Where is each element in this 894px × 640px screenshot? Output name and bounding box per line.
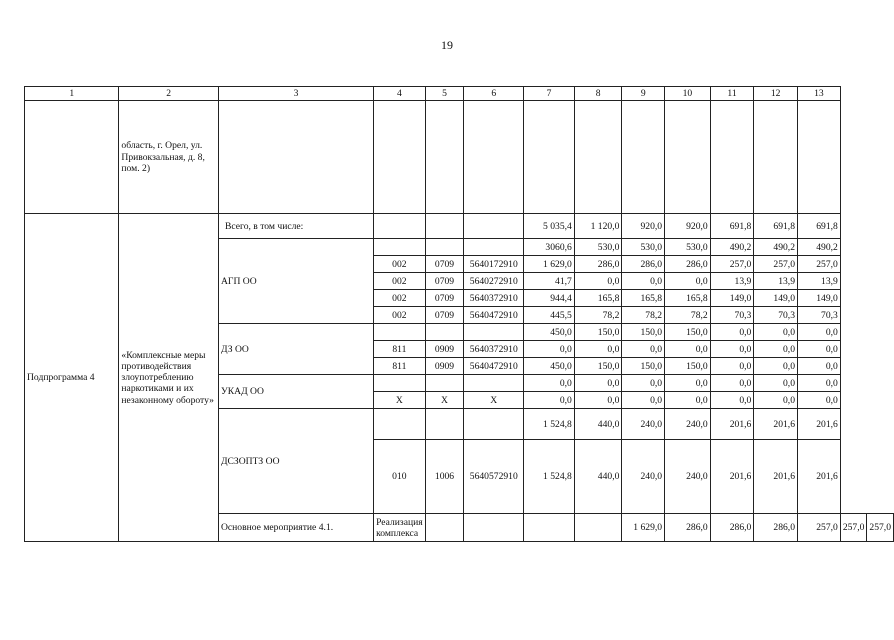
empty-cell: [425, 514, 464, 542]
value-cell: 70,3: [798, 307, 841, 324]
value-cell: 165,8: [574, 290, 622, 307]
value-cell: 257,0: [798, 256, 841, 273]
value-cell: 691,8: [798, 214, 841, 239]
address-text: область, г. Орел, ул. Привокзальная, д. 8, пом. 2): [119, 101, 219, 214]
value-cell: 149,0: [754, 290, 798, 307]
subprogram-total-row: [25, 214, 894, 239]
value-cell: 257,0: [798, 514, 841, 542]
col-header: 6: [464, 87, 524, 101]
empty-cell: [374, 324, 426, 341]
target-code: X: [464, 392, 524, 409]
col-header: 8: [574, 87, 622, 101]
value-cell: 490,2: [710, 239, 754, 256]
empty-cell: [425, 375, 464, 392]
empty-cell: [464, 514, 524, 542]
main-event-description: Реализация комплекса: [374, 514, 426, 542]
empty-cell: [25, 101, 119, 214]
value-cell: 240,0: [665, 440, 711, 514]
value-cell: 0,0: [574, 375, 622, 392]
value-cell: 3060,6: [524, 239, 575, 256]
value-cell: 0,0: [665, 375, 711, 392]
value-cell: 165,8: [622, 290, 665, 307]
value-cell: 201,6: [754, 409, 798, 440]
empty-cell: [374, 409, 426, 440]
value-cell: 149,0: [798, 290, 841, 307]
value-cell: 0,0: [622, 375, 665, 392]
empty-cell: [425, 409, 464, 440]
empty-cell: [574, 514, 622, 542]
value-cell: 150,0: [574, 324, 622, 341]
total-label: Всего, в том числе:: [218, 214, 373, 239]
empty-cell: [374, 375, 426, 392]
value-cell: 150,0: [665, 358, 711, 375]
value-cell: 257,0: [710, 256, 754, 273]
value-cell: 0,0: [710, 375, 754, 392]
col-header: 2: [119, 87, 219, 101]
value-cell: 0,0: [798, 324, 841, 341]
section-code: 0709: [425, 307, 464, 324]
section-code: 0909: [425, 341, 464, 358]
value-cell: 70,3: [754, 307, 798, 324]
value-cell: 944,4: [524, 290, 575, 307]
value-cell: 0,0: [574, 273, 622, 290]
value-cell: 0,0: [798, 341, 841, 358]
value-cell: 440,0: [574, 409, 622, 440]
executor-ukad-label: УКАД ОО: [218, 375, 373, 409]
value-cell: 0,0: [665, 392, 711, 409]
value-cell: 286,0: [574, 256, 622, 273]
value-cell: 0,0: [665, 341, 711, 358]
value-cell: 0,0: [524, 341, 575, 358]
empty-cell: [464, 409, 524, 440]
value-cell: 0,0: [798, 375, 841, 392]
value-cell: 490,2: [754, 239, 798, 256]
value-cell: 530,0: [665, 239, 711, 256]
col-header: 3: [218, 87, 373, 101]
empty-cell: [464, 239, 524, 256]
value-cell: 0,0: [622, 273, 665, 290]
col-header: 9: [622, 87, 665, 101]
value-cell: 920,0: [622, 214, 665, 239]
value-cell: 201,6: [710, 440, 754, 514]
value-cell: 286,0: [710, 514, 754, 542]
value-cell: 530,0: [622, 239, 665, 256]
value-cell: 257,0: [867, 514, 894, 542]
value-cell: 0,0: [524, 375, 575, 392]
target-code: 5640272910: [464, 273, 524, 290]
value-cell: 165,8: [665, 290, 711, 307]
col-header: 7: [524, 87, 575, 101]
value-cell: 5 035,4: [524, 214, 575, 239]
value-cell: 201,6: [754, 440, 798, 514]
page-number: 19: [441, 38, 453, 52]
value-cell: 41,7: [524, 273, 575, 290]
admin-code: 002: [374, 307, 426, 324]
value-cell: 0,0: [622, 341, 665, 358]
value-cell: 691,8: [710, 214, 754, 239]
main-event-title: Основное мероприятие 4.1.: [218, 514, 373, 542]
value-cell: 257,0: [840, 514, 867, 542]
col-header: 4: [374, 87, 426, 101]
value-cell: 530,0: [574, 239, 622, 256]
value-cell: 201,6: [798, 409, 841, 440]
empty-cell: [464, 375, 524, 392]
value-cell: 0,0: [710, 392, 754, 409]
empty-cell: [464, 324, 524, 341]
target-code: 5640172910: [464, 256, 524, 273]
value-cell: 490,2: [798, 239, 841, 256]
value-cell: 445,5: [524, 307, 575, 324]
value-cell: 0,0: [798, 392, 841, 409]
col-header: 10: [665, 87, 711, 101]
admin-code: 010: [374, 440, 426, 514]
value-cell: 240,0: [665, 409, 711, 440]
target-code: 5640372910: [464, 290, 524, 307]
admin-code: 811: [374, 341, 426, 358]
value-cell: 0,0: [665, 273, 711, 290]
col-header: 13: [798, 87, 841, 101]
admin-code: 002: [374, 290, 426, 307]
target-code: 5640472910: [464, 307, 524, 324]
column-number-row: [25, 87, 894, 101]
value-cell: 920,0: [665, 214, 711, 239]
value-cell: 450,0: [524, 358, 575, 375]
value-cell: 0,0: [754, 375, 798, 392]
section-code: 1006: [425, 440, 464, 514]
target-code: 5640472910: [464, 358, 524, 375]
value-cell: 286,0: [622, 256, 665, 273]
subprogram-title: Подпрограмма 4: [25, 214, 119, 542]
value-cell: 70,3: [710, 307, 754, 324]
value-cell: 13,9: [754, 273, 798, 290]
value-cell: 240,0: [622, 409, 665, 440]
target-code: 5640372910: [464, 341, 524, 358]
value-cell: 286,0: [665, 514, 711, 542]
value-cell: 0,0: [574, 392, 622, 409]
value-cell: 201,6: [798, 440, 841, 514]
admin-code: X: [374, 392, 426, 409]
section-code: 0909: [425, 358, 464, 375]
value-cell: 149,0: [710, 290, 754, 307]
value-cell: 78,2: [574, 307, 622, 324]
value-cell: 1 524,8: [524, 440, 575, 514]
col-header: 12: [754, 87, 798, 101]
value-cell: 440,0: [574, 440, 622, 514]
value-cell: 78,2: [622, 307, 665, 324]
section-code: 0709: [425, 256, 464, 273]
section-code: X: [425, 392, 464, 409]
value-cell: 0,0: [524, 392, 575, 409]
executor-dszoptz-label: ДСЗОПТЗ ОО: [218, 409, 373, 514]
subprogram-description: «Комплексные меры противодействия злоупотреблению наркотиками и их незаконному обороту»: [119, 214, 219, 542]
target-code: 5640572910: [464, 440, 524, 514]
value-cell: 0,0: [754, 392, 798, 409]
empty-cell: [524, 514, 575, 542]
budget-table: [24, 86, 894, 542]
admin-code: 811: [374, 358, 426, 375]
value-cell: 78,2: [665, 307, 711, 324]
executor-dz-label: ДЗ ОО: [218, 324, 373, 375]
executor-agp-label: АГП ОО: [218, 239, 373, 324]
value-cell: 257,0: [754, 256, 798, 273]
value-cell: 201,6: [710, 409, 754, 440]
section-code: 0709: [425, 273, 464, 290]
value-cell: 691,8: [754, 214, 798, 239]
value-cell: 13,9: [710, 273, 754, 290]
value-cell: 0,0: [754, 324, 798, 341]
value-cell: 13,9: [798, 273, 841, 290]
value-cell: 1 120,0: [574, 214, 622, 239]
value-cell: 240,0: [622, 440, 665, 514]
empty-cell: [425, 324, 464, 341]
value-cell: 0,0: [798, 358, 841, 375]
col-header: 5: [425, 87, 464, 101]
address-row: [25, 101, 894, 214]
value-cell: 1 629,0: [622, 514, 665, 542]
value-cell: 286,0: [754, 514, 798, 542]
empty-cell: [425, 239, 464, 256]
value-cell: 150,0: [622, 324, 665, 341]
value-cell: 0,0: [710, 324, 754, 341]
value-cell: 0,0: [574, 341, 622, 358]
value-cell: 150,0: [622, 358, 665, 375]
value-cell: 0,0: [710, 358, 754, 375]
admin-code: 002: [374, 273, 426, 290]
value-cell: 150,0: [574, 358, 622, 375]
value-cell: 286,0: [665, 256, 711, 273]
value-cell: 0,0: [710, 341, 754, 358]
value-cell: 1 629,0: [524, 256, 575, 273]
value-cell: 0,0: [754, 341, 798, 358]
value-cell: 450,0: [524, 324, 575, 341]
empty-cell: [374, 239, 426, 256]
col-header: 1: [25, 87, 119, 101]
value-cell: 1 524,8: [524, 409, 575, 440]
value-cell: 0,0: [622, 392, 665, 409]
value-cell: 150,0: [665, 324, 711, 341]
value-cell: 0,0: [754, 358, 798, 375]
admin-code: 002: [374, 256, 426, 273]
col-header: 11: [710, 87, 754, 101]
section-code: 0709: [425, 290, 464, 307]
